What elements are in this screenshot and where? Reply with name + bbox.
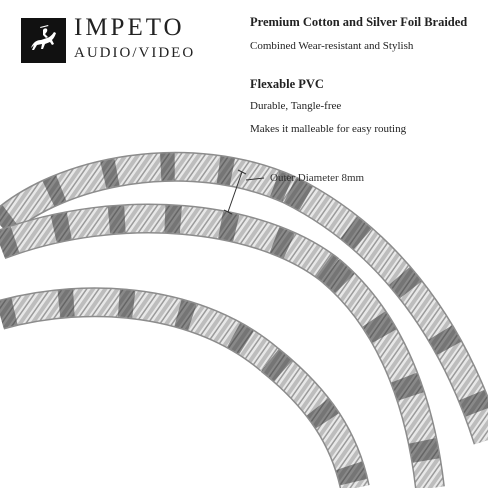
feature-title-braided: Premium Cotton and Silver Foil Braided xyxy=(250,15,468,29)
brand-subtitle: AUDIO/VIDEO xyxy=(74,45,196,61)
feature-text-braided: Combined Wear-resistant and Stylish xyxy=(250,40,414,52)
feature-text-pvc-1: Durable, Tangle-free xyxy=(250,100,342,112)
feature-title-pvc: Flexable PVC xyxy=(250,77,324,91)
feature-text-pvc-2: Makes it malleable for easy routing xyxy=(250,123,407,135)
diameter-label: Outer Diameter 8mm xyxy=(270,172,365,184)
cable-bottom xyxy=(0,302,355,488)
brand-name: IMPETO xyxy=(74,14,185,41)
